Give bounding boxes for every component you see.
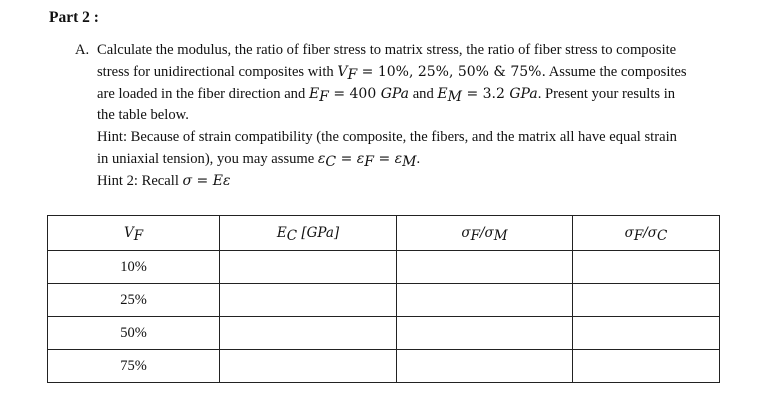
hint-1-line-1: Hint: Because of strain compatibility (the composite, the fibers, and the matrix all have equal strain (97, 129, 677, 146)
question-line-2 (75, 62, 735, 84)
ef-unit: GPa (380, 85, 410, 102)
hint-1-end: . (416, 150, 421, 167)
sf-sc-answer-cell[interactable] (573, 284, 720, 317)
ef-symbol: E (308, 85, 320, 102)
ef-subscript: F (319, 88, 329, 105)
strain-m-sub: M (402, 153, 417, 170)
sf-sm-answer-cell[interactable] (397, 350, 573, 383)
ec-answer-cell[interactable] (220, 317, 397, 350)
em-value: = 3.2 (462, 85, 510, 102)
vf-symbol: V (337, 63, 348, 80)
part-title: Part 2 : (49, 9, 99, 26)
strain-c: ε (317, 150, 326, 167)
table-row (48, 350, 720, 383)
ec-answer-cell[interactable] (220, 350, 397, 383)
sf-sm-answer-cell[interactable] (397, 284, 573, 317)
hint-2-text: Hint 2: Recall (97, 172, 179, 189)
header-vf: $V_F$ (48, 216, 220, 251)
header-ec: $E_C$ [GPa] (220, 216, 397, 251)
hint-1-text: in uniaxial tension), you may assume (97, 150, 315, 167)
table-row (48, 317, 720, 350)
hint-2 (75, 171, 735, 193)
question-text-2a: stress for unidirectional composites with (97, 63, 334, 80)
header-sf-sc: $\sigma_F/\sigma_C$ (573, 216, 720, 251)
vf-subscript: F (347, 66, 358, 83)
question-a (75, 40, 735, 193)
strain-m: = ε (374, 150, 403, 167)
sf-sc-answer-cell[interactable] (573, 350, 720, 383)
sf-sm-answer-cell[interactable] (397, 317, 573, 350)
vf-values: = 10%, 25%, 50% & 75%. (357, 63, 546, 80)
sf-sc-answer-cell[interactable] (573, 317, 720, 350)
strain-c-sub: C (325, 153, 337, 170)
em-symbol: E (437, 85, 448, 102)
hint-2-equation: σ = Eε (182, 172, 231, 189)
results-table (47, 215, 720, 383)
hint-1-line-2 (75, 149, 735, 171)
ef-value: = 400 (328, 85, 381, 102)
strain-f: = ε (336, 150, 365, 167)
question-label: A. (75, 42, 90, 58)
question-line-3 (75, 84, 735, 106)
question-text-1: Calculate the modulus, the ratio of fiber stress to matrix stress, the ratio of fiber stress to composite (97, 42, 677, 58)
row-vf-cell: 50% (48, 317, 220, 350)
ec-answer-cell[interactable] (220, 251, 397, 284)
question-line-1 (75, 40, 735, 62)
row-vf-cell: 25% (48, 284, 220, 317)
sf-sc-answer-cell[interactable] (573, 251, 720, 284)
row-vf-cell: 10% (48, 251, 220, 284)
sf-sm-answer-cell[interactable] (397, 251, 573, 284)
row-vf-cell: 75% (48, 350, 220, 383)
em-unit: GPa (509, 85, 538, 102)
table-row (48, 284, 720, 317)
strain-f-sub: F (364, 153, 375, 170)
header-sf-sm: $\sigma_F/\sigma_M$ (397, 216, 573, 251)
question-text-3b: . Present your results in (537, 85, 676, 102)
question-text-3a: are loaded in the fiber direction and (97, 85, 306, 102)
em-subscript: M (447, 88, 462, 105)
table-row (48, 251, 720, 284)
table-header-row (48, 216, 720, 251)
question-and: and (412, 85, 434, 102)
question-text-2b: Assume the composites (548, 63, 687, 80)
question-line-4: the table below. (97, 107, 189, 124)
ec-answer-cell[interactable] (220, 284, 397, 317)
